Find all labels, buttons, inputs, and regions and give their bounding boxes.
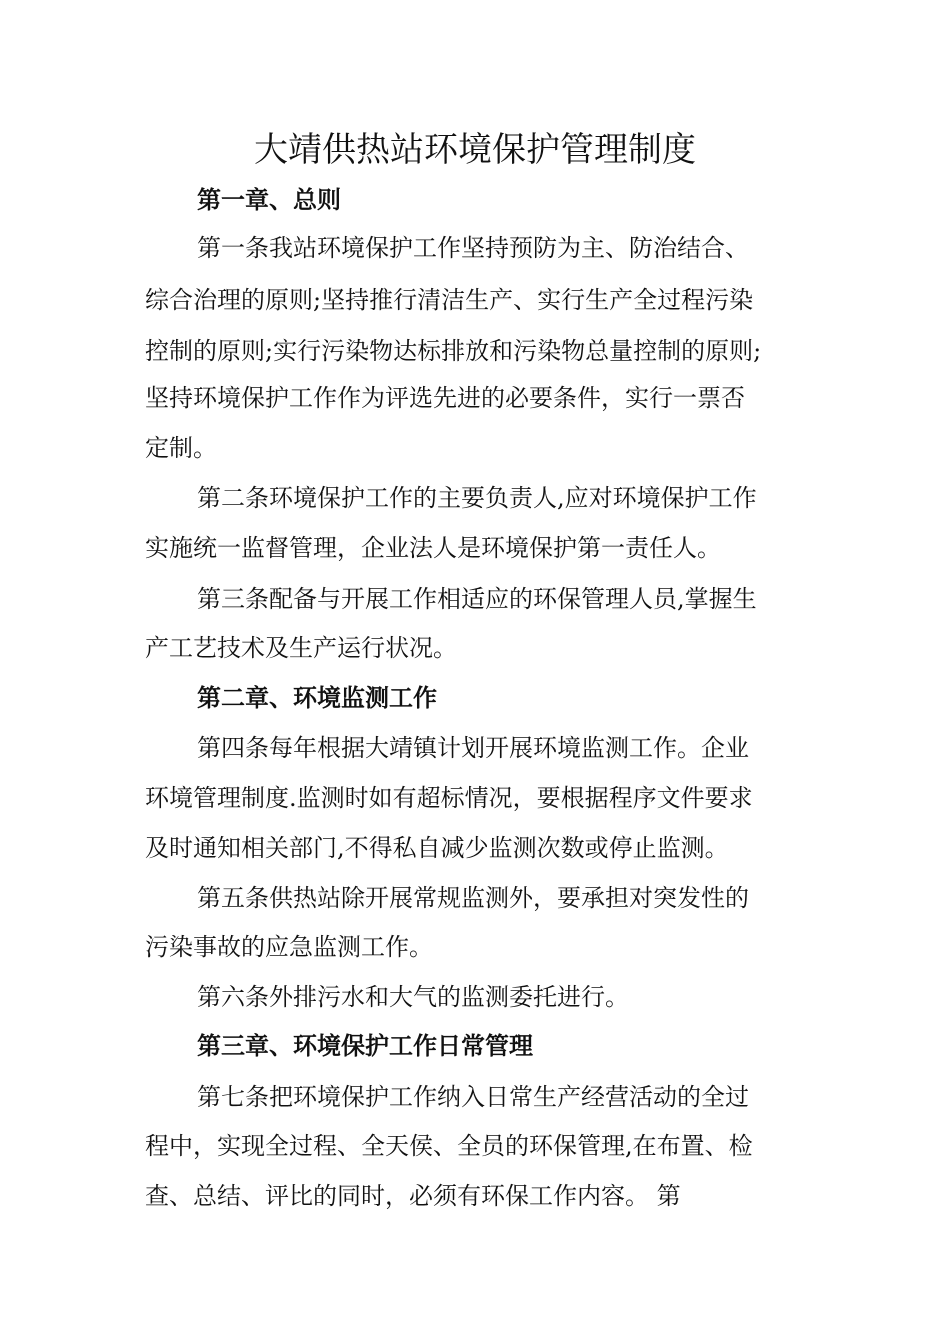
paragraph-line: 实施统一监督管理，企业法人是环境保护第一责任人。 bbox=[145, 534, 721, 562]
paragraph-line: 程中，实现全过程、全天侯、全员的环保管理,在布置、检 bbox=[145, 1132, 753, 1160]
paragraph-line: 及时通知相关部门,不得私自减少监测次数或停止监测。 bbox=[145, 834, 729, 862]
section-heading-chapter-2: 第二章、环境监测工作 bbox=[197, 683, 437, 712]
paragraph-line: 第六条外排污水和大气的监测委托进行。 bbox=[197, 983, 629, 1011]
paragraph-line: 第五条供热站除开展常规监测外，要承担对突发性的 bbox=[197, 884, 749, 912]
paragraph-line: 综合治理的原则;坚持推行清洁生产、实行生产全过程污染 bbox=[145, 286, 754, 314]
paragraph-line: 第三条配备与开展工作相适应的环保管理人员,掌握生 bbox=[197, 585, 757, 613]
paragraph-line: 定制。 bbox=[145, 434, 217, 462]
paragraph-line: 产工艺技术及生产运行状况。 bbox=[145, 634, 457, 662]
paragraph-line: 查、总结、评比的同时，必须有环保工作内容。 第 bbox=[145, 1182, 681, 1210]
paragraph-line: 第二条环境保护工作的主要负责人,应对环境保护工作 bbox=[197, 484, 757, 512]
paragraph-line: 坚持环境保护工作作为评选先进的必要条件，实行一票否 bbox=[145, 384, 745, 412]
paragraph-line: 控制的原则;实行污染物达标排放和污染物总量控制的原则; bbox=[145, 337, 762, 365]
paragraph-line: 第四条每年根据大靖镇计划开展环境监测工作。企业 bbox=[197, 734, 749, 762]
document-title: 大靖供热站环境保护管理制度 bbox=[254, 130, 696, 170]
paragraph-line: 环境管理制度.监测时如有超标情况，要根据程序文件要求 bbox=[145, 784, 753, 812]
section-heading-chapter-3: 第三章、环境保护工作日常管理 bbox=[197, 1031, 533, 1060]
paragraph-line: 第一条我站环境保护工作坚持预防为主、防治结合、 bbox=[197, 234, 749, 262]
section-heading-chapter-1: 第一章、总则 bbox=[197, 185, 341, 214]
paragraph-line: 污染事故的应急监测工作。 bbox=[145, 933, 433, 961]
paragraph-line: 第七条把环境保护工作纳入日常生产经营活动的全过 bbox=[197, 1083, 749, 1111]
